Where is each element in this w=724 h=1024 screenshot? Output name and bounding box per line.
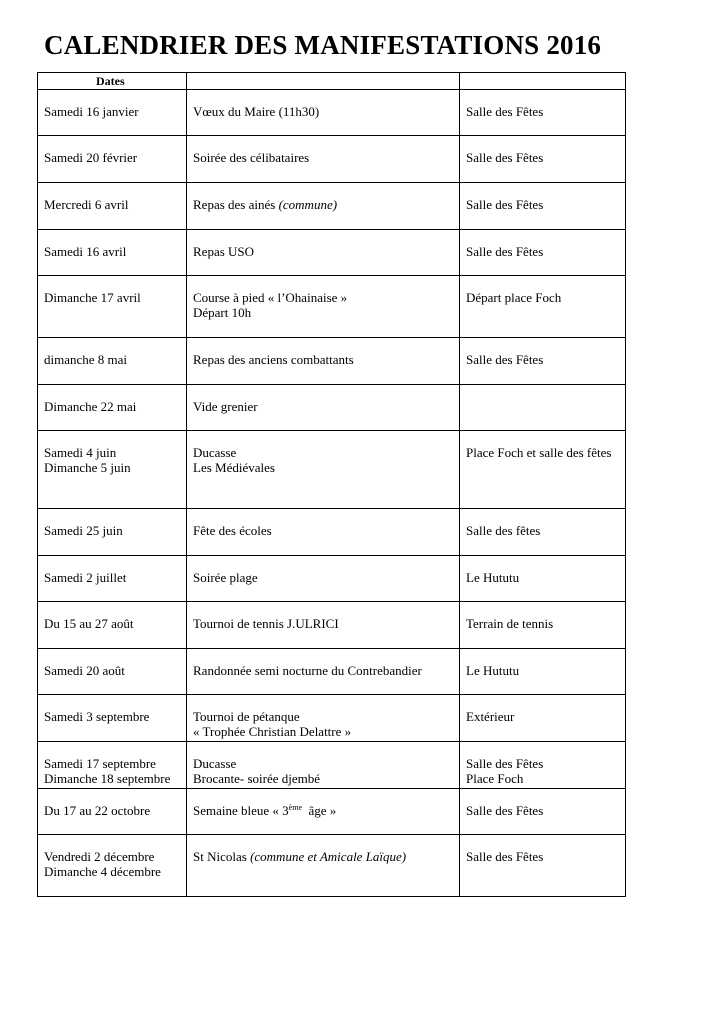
event-name — [187, 90, 460, 136]
date-line: Dimanche 17 avril — [44, 290, 141, 305]
event-name — [187, 230, 460, 276]
table-row — [38, 230, 626, 276]
event-text: St Nicolas — [193, 849, 251, 864]
event-text: Semaine bleue « 3 — [193, 803, 289, 818]
event-date — [38, 230, 187, 276]
events-table — [37, 72, 626, 897]
table-row — [38, 649, 626, 695]
event-date — [38, 338, 187, 385]
event-name — [187, 649, 460, 695]
table-row — [38, 276, 626, 338]
event-note: (commune et Amicale Laïque) — [250, 849, 407, 864]
event-name — [187, 695, 460, 742]
table-row — [38, 509, 626, 556]
place-line: Le Hututu — [466, 570, 520, 585]
table-row — [38, 338, 626, 385]
table-row — [38, 695, 626, 742]
event-place — [460, 136, 626, 183]
event-line — [193, 244, 453, 259]
place-line: Le Hututu — [466, 663, 520, 678]
table-row — [38, 835, 626, 897]
date-line: Dimanche 22 mai — [44, 399, 137, 414]
event-text: Brocante- soirée djembé — [193, 771, 321, 786]
event-name — [187, 136, 460, 183]
ordinal-superscript: ème — [288, 803, 302, 812]
date-line: Samedi 20 février — [44, 150, 138, 165]
date-line: Du 15 au 27 août — [44, 616, 134, 631]
event-place — [460, 835, 626, 897]
event-place — [460, 602, 626, 649]
event-line — [193, 399, 453, 414]
event-date — [38, 431, 187, 509]
place-line: Salle des Fêtes — [466, 104, 544, 119]
place-line: Salle des Fêtes — [466, 352, 544, 367]
date-line: Samedi 20 août — [44, 663, 125, 678]
event-name — [187, 509, 460, 556]
header-event — [187, 73, 460, 90]
event-line — [193, 197, 453, 212]
place-line: Salle des Fêtes — [466, 150, 544, 165]
date-line: Dimanche 5 juin — [44, 460, 131, 475]
event-date — [38, 649, 187, 695]
table-row — [38, 602, 626, 649]
event-date — [38, 556, 187, 602]
event-name — [187, 789, 460, 835]
event-place — [460, 509, 626, 556]
event-name — [187, 276, 460, 338]
event-name — [187, 338, 460, 385]
event-place — [460, 338, 626, 385]
header-place — [460, 73, 626, 90]
event-text: Vœux du Maire (11h30) — [193, 104, 320, 119]
table-row — [38, 742, 626, 789]
event-text: Ducasse — [193, 445, 237, 460]
event-place — [460, 385, 626, 431]
date-line: Samedi 16 avril — [44, 244, 127, 259]
event-text: Course à pied « l’Ohainaise » — [193, 290, 348, 305]
event-date — [38, 602, 187, 649]
event-place — [460, 789, 626, 835]
event-text: âge » — [302, 803, 337, 818]
event-text: Repas des ainés — [193, 197, 279, 212]
event-text: Tournoi de pétanque — [193, 709, 300, 724]
event-name — [187, 742, 460, 789]
event-text: « Trophée Christian Delattre » — [193, 724, 352, 739]
event-line — [193, 756, 453, 771]
event-date — [38, 183, 187, 230]
event-place — [460, 695, 626, 742]
event-text: Soirée des célibataires — [193, 150, 310, 165]
table-row — [38, 789, 626, 835]
table-header-row — [38, 73, 626, 90]
event-text: Randonnée semi nocturne du Contrebandier — [193, 663, 422, 678]
event-text: Les Médiévales — [193, 460, 275, 475]
date-line: Mercredi 6 avril — [44, 197, 129, 212]
event-line — [193, 803, 453, 818]
event-line — [193, 150, 453, 165]
table-row — [38, 431, 626, 509]
event-line — [193, 305, 453, 320]
event-text: Ducasse — [193, 756, 237, 771]
table-row — [38, 385, 626, 431]
event-line — [193, 709, 453, 724]
event-date — [38, 136, 187, 183]
event-place — [460, 556, 626, 602]
event-text: Repas USO — [193, 244, 255, 259]
event-text: Départ 10h — [193, 305, 252, 320]
event-place — [460, 431, 626, 509]
event-line — [193, 523, 453, 538]
event-note: (commune) — [278, 197, 338, 212]
event-name — [187, 183, 460, 230]
place-line: Salle des Fêtes — [466, 849, 544, 864]
event-date — [38, 385, 187, 431]
date-line: Dimanche 4 décembre — [44, 864, 161, 879]
table-row — [38, 183, 626, 230]
event-name — [187, 602, 460, 649]
event-text: Soirée plage — [193, 570, 258, 585]
place-line: Place Foch — [466, 771, 524, 786]
event-line — [193, 460, 453, 475]
event-text: Vide grenier — [193, 399, 258, 414]
place-line: Salle des fêtes — [466, 523, 541, 538]
table-row — [38, 556, 626, 602]
event-line — [193, 849, 453, 864]
event-text: Tournoi de tennis J.ULRICI — [193, 616, 339, 631]
event-date — [38, 276, 187, 338]
event-line — [193, 445, 453, 460]
event-date — [38, 509, 187, 556]
event-place — [460, 649, 626, 695]
event-name — [187, 835, 460, 897]
place-line: Terrain de tennis — [466, 616, 554, 631]
date-line: Samedi 17 septembre — [44, 756, 156, 771]
date-line: Du 17 au 22 octobre — [44, 803, 151, 818]
date-line: Dimanche 18 septembre — [44, 771, 171, 786]
event-line — [193, 724, 453, 739]
table-row — [38, 136, 626, 183]
event-line — [193, 771, 453, 786]
place-line: Départ place Foch — [466, 290, 562, 305]
event-line — [193, 352, 453, 367]
event-name — [187, 431, 460, 509]
date-line: Samedi 4 juin — [44, 445, 117, 460]
event-line — [193, 104, 453, 119]
date-line: Samedi 3 septembre — [44, 709, 150, 724]
place-line: Extérieur — [466, 709, 515, 724]
event-name — [187, 556, 460, 602]
place-line: Place Foch et salle des fêtes — [466, 445, 612, 460]
header-dates: Dates — [38, 73, 187, 90]
event-date — [38, 695, 187, 742]
place-line: Salle des Fêtes — [466, 197, 544, 212]
place-line: Salle des Fêtes — [466, 244, 544, 259]
event-place — [460, 183, 626, 230]
date-line: Samedi 25 juin — [44, 523, 123, 538]
event-date — [38, 742, 187, 789]
date-line: Samedi 2 juillet — [44, 570, 127, 585]
event-place — [460, 276, 626, 338]
place-line: Salle des Fêtes — [466, 756, 544, 771]
event-line — [193, 616, 453, 631]
event-date — [38, 789, 187, 835]
table-row — [38, 90, 626, 136]
event-text: Fête des écoles — [193, 523, 272, 538]
event-line — [193, 663, 453, 678]
event-place — [460, 90, 626, 136]
event-line — [193, 290, 453, 305]
event-line — [193, 570, 453, 585]
page-title: CALENDRIER DES MANIFESTATIONS 2016 — [44, 30, 602, 60]
event-text: Repas des anciens combattants — [193, 352, 354, 367]
event-date — [38, 90, 187, 136]
place-line: Salle des Fêtes — [466, 803, 544, 818]
event-date — [38, 835, 187, 897]
date-line: Samedi 16 janvier — [44, 104, 139, 119]
event-place — [460, 230, 626, 276]
event-place — [460, 742, 626, 789]
date-line: Vendredi 2 décembre — [44, 849, 155, 864]
date-line: dimanche 8 mai — [44, 352, 128, 367]
event-name — [187, 385, 460, 431]
